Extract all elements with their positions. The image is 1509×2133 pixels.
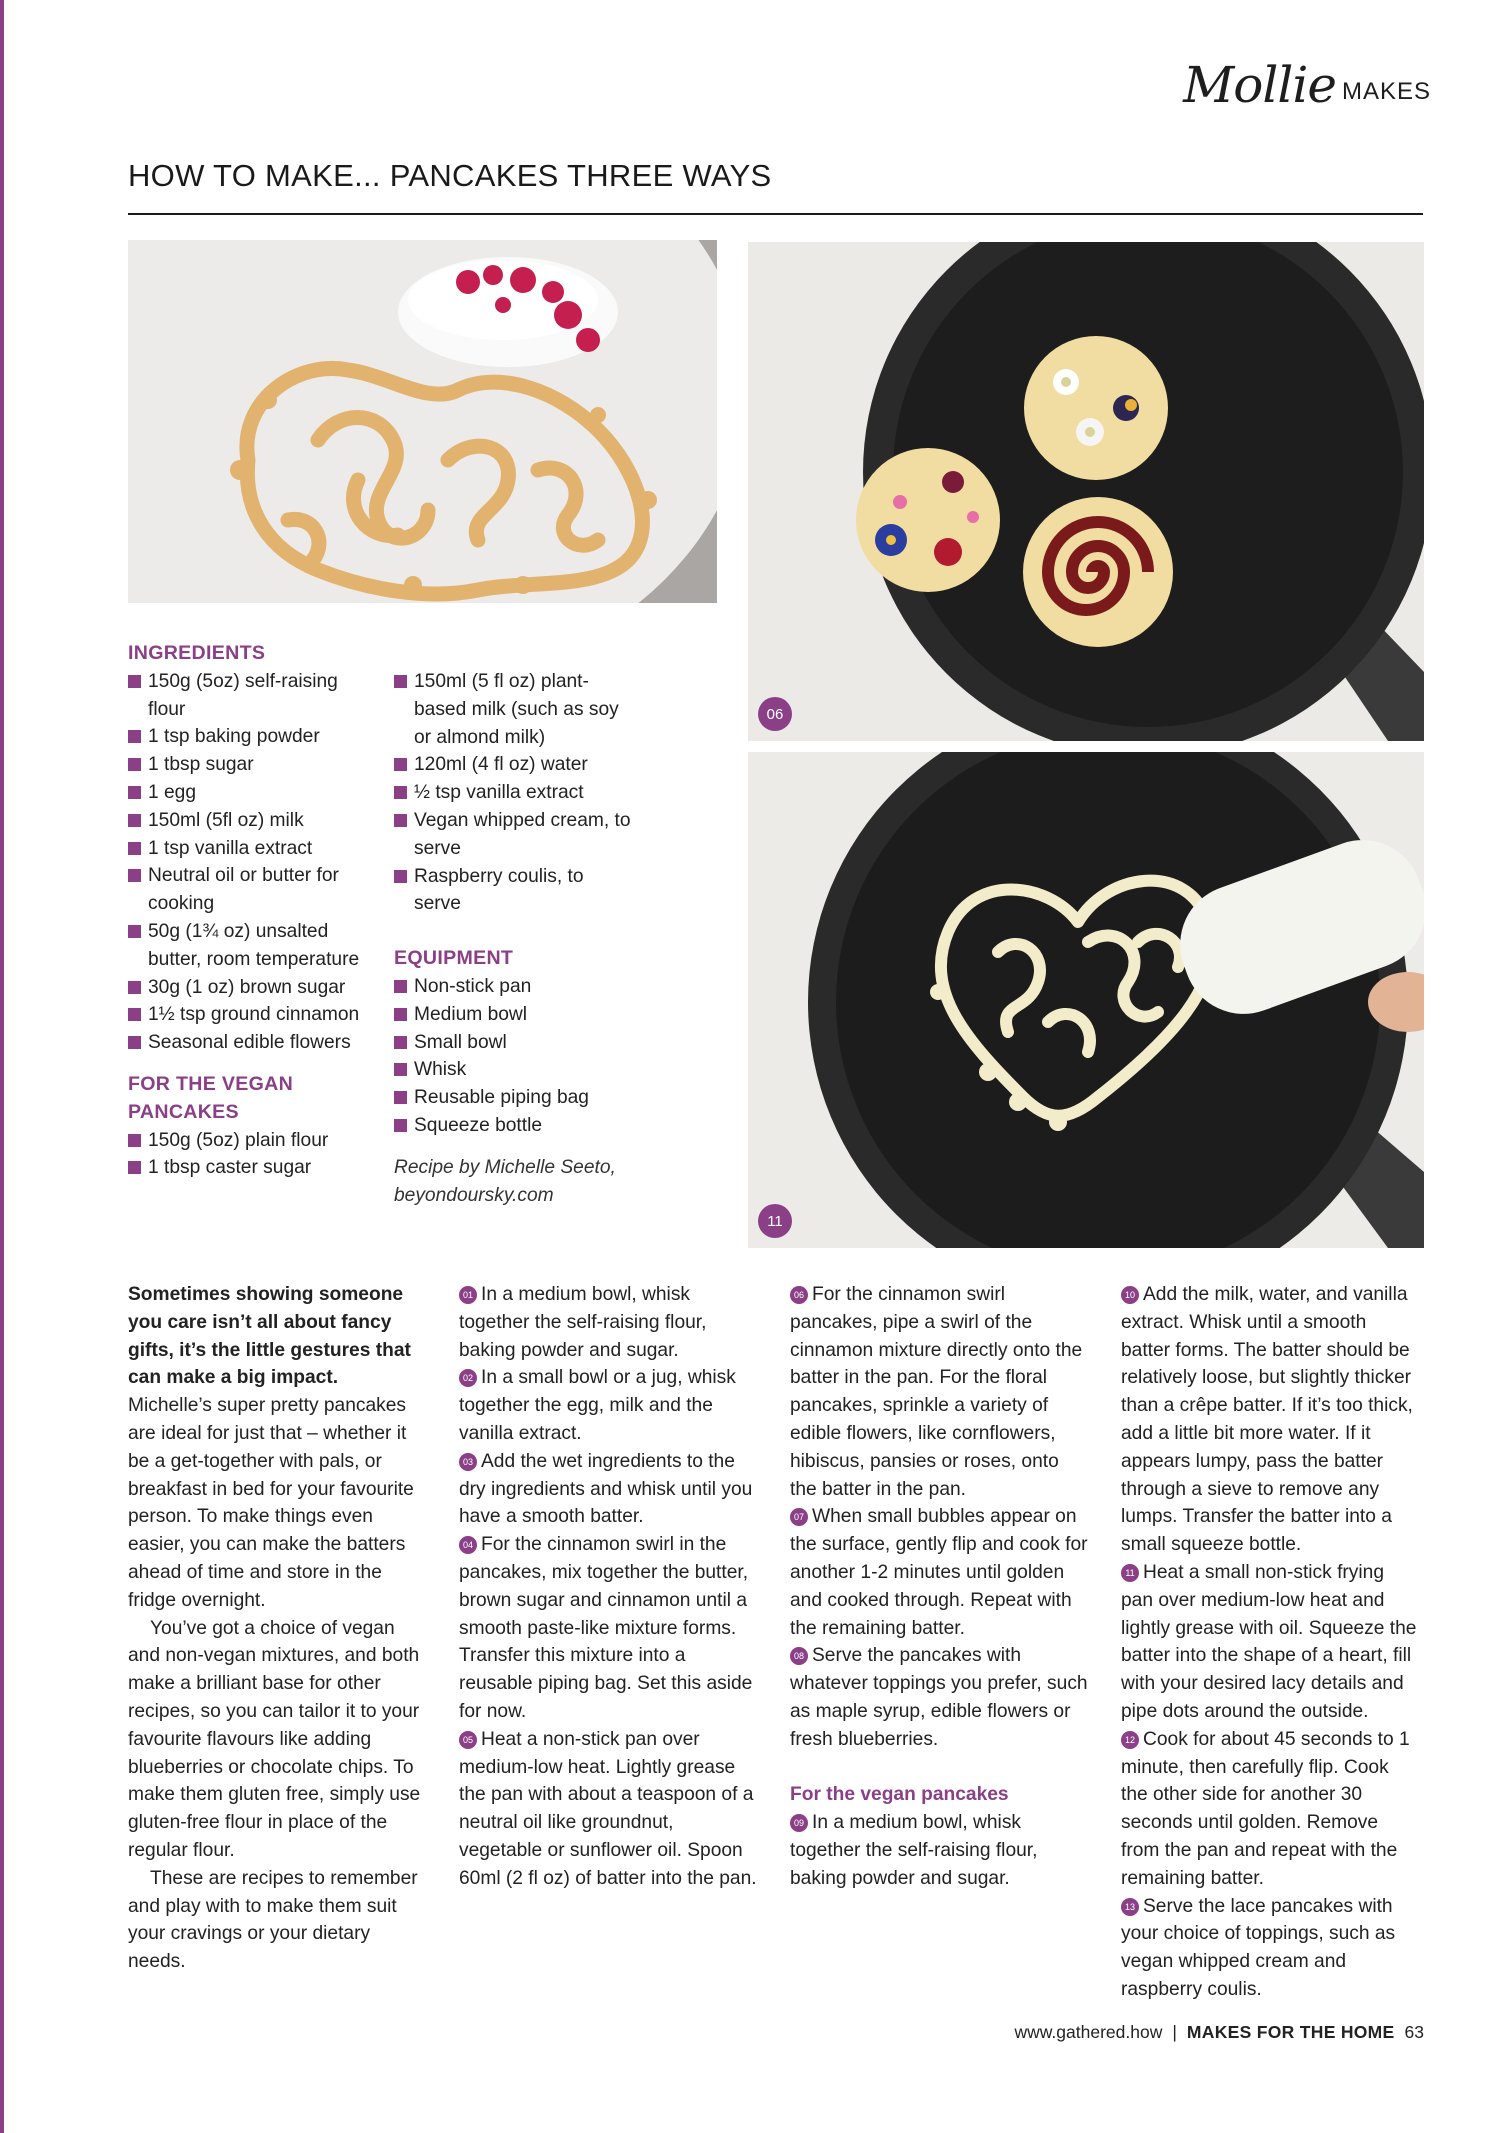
ingredients-column [128, 640, 373, 1182]
list-item: Seasonal edible flowers [128, 1029, 373, 1057]
intro-paragraph-3: These are recipes to remember and play with to make them suit your cravings or your dietary needs. [128, 1867, 418, 1973]
step-badge-06: 06 [758, 697, 792, 731]
step-text: In a medium bowl, whisk together the self-raising flour, baking powder and sugar. [790, 1812, 1038, 1889]
step-badge-11: 11 [758, 1204, 792, 1238]
step-12 [1121, 1726, 1419, 1893]
list-item: Vegan whipped cream, to serve [394, 807, 634, 863]
equipment-heading: EQUIPMENT [394, 947, 514, 970]
list-item: Squeeze bottle [394, 1112, 634, 1140]
steps-column-3 [790, 1281, 1088, 1893]
vegan-ingredients-list-part1 [128, 1127, 373, 1183]
list-item: 120ml (4 fl oz) water [394, 751, 634, 779]
steps-column-4 [1121, 1281, 1419, 2004]
credit-line-2: beyondoursky.com [394, 1184, 554, 1206]
step-number-badge: 03 [459, 1453, 477, 1471]
list-item: Reusable piping bag [394, 1084, 634, 1112]
step-number-badge: 07 [790, 1508, 808, 1526]
step-number-badge: 02 [459, 1369, 477, 1387]
step-text: Cook for about 45 seconds to 1 minute, then carefully flip. Cook the other side for another 30 seconds until golden. Remove from the pan and repeat with the remaining batter. [1121, 1728, 1410, 1889]
list-item: 1 tbsp caster sugar [128, 1154, 373, 1182]
vegan-heading: FOR THE VEGAN PANCAKES [128, 1072, 294, 1123]
photo-three-pancakes-pan [748, 242, 1424, 741]
ingredients-heading: INGREDIENTS [128, 642, 266, 664]
page-title: HOW TO MAKE... PANCAKES THREE WAYS [128, 158, 772, 193]
step-08 [790, 1642, 1088, 1753]
step-text: When small bubbles appear on the surface, gently flip and cook for another 1-2 minutes until golden and cooked through. Repeat with the remaining batter. [790, 1506, 1088, 1639]
list-item: Whisk [394, 1056, 634, 1084]
list-item: 1 egg [128, 779, 373, 807]
step-text: Serve the pancakes with whatever toppings you prefer, such as maple syrup, edible flowers or fresh blueberries. [790, 1645, 1088, 1750]
step-text: Heat a small non-stick frying pan over medium-low heat and lightly grease with oil. Squeeze the batter into the shape of a heart, fill with your desired lacy details and pipe dots around the outside. [1121, 1561, 1417, 1722]
step-05 [459, 1726, 757, 1893]
brand-suffix: MAKES [1341, 78, 1431, 105]
step-number-badge: 13 [1121, 1898, 1139, 1916]
list-item: 1 tbsp sugar [128, 751, 373, 779]
list-item: 1 tsp baking powder [128, 723, 373, 751]
step-number-badge: 08 [790, 1647, 808, 1665]
step-text: For the cinnamon swirl pancakes, pipe a swirl of the cinnamon mixture directly onto the batter in the pan. For the floral pancakes, sprinkle a variety of edible flowers, like cornflowers, hibiscus, pansies or roses, onto the batter in the pan. [790, 1284, 1083, 1500]
edge-accent-bar [0, 0, 4, 2133]
brand-script: Mollie [1183, 56, 1336, 114]
intro-paragraph-1 [128, 1281, 426, 1615]
footer-url[interactable]: www.gathered.how [1014, 2022, 1163, 2042]
step-07 [790, 1503, 1088, 1642]
step-number-badge: 10 [1121, 1286, 1139, 1304]
list-item: 150ml (5 fl oz) plant-based milk (such as soy or almond milk) [394, 668, 634, 751]
list-item: Non-stick pan [394, 973, 634, 1001]
steps-column-2 [459, 1281, 757, 1893]
intro-column [128, 1281, 426, 1976]
recipe-credit [394, 1154, 634, 1210]
list-item: 50g (1¾ oz) unsalted butter, room temperature [128, 918, 373, 974]
page-footer [1014, 2022, 1424, 2043]
intro-lead: Sometimes showing someone you care isn’t all about fancy gifts, it’s the little gestures that can make a big impact. [128, 1284, 411, 1389]
step-text: In a small bowl or a jug, whisk together the egg, milk and the vanilla extract. [459, 1367, 736, 1444]
step-04 [459, 1531, 757, 1726]
list-item: 150g (5oz) self-raising flour [128, 668, 373, 724]
list-item: 150g (5oz) plain flour [128, 1127, 373, 1155]
list-item: Small bowl [394, 1029, 634, 1057]
list-item: 150ml (5fl oz) milk [128, 807, 373, 835]
step-number-badge: 12 [1121, 1731, 1139, 1749]
step-text: For the cinnamon swirl in the pancakes, mix together the butter, brown sugar and cinnamon until a smooth paste-like mixture forms. Transfer this mixture into a reusable piping bag. Set this aside for now. [459, 1534, 753, 1722]
step-text: Add the wet ingredients to the dry ingredients and whisk until you have a smooth batter. [459, 1450, 753, 1528]
photo-heart-pancake-pan [748, 752, 1424, 1248]
step-text: Add the milk, water, and vanilla extract. Whisk until a smooth batter forms. The batter should be relatively loose, but slightly thicker than a crêpe batter. If it’s too thick, add a little bit more water. If it appears lumpy, pass the batter through a sieve to remove any lumps. Transfer the batter into a small squeeze bottle. [1121, 1284, 1413, 1556]
list-item: Neutral oil or butter for cooking [128, 862, 373, 918]
step-01 [459, 1281, 757, 1364]
step-number-badge: 09 [790, 1814, 808, 1832]
step-03 [459, 1448, 757, 1531]
ingredients-column-2 [394, 668, 634, 1209]
step-number-badge: 01 [459, 1286, 477, 1304]
step-13 [1121, 1893, 1419, 2004]
photo-lace-pancake-plate [128, 240, 717, 603]
intro-paragraph-2: You’ve got a choice of vegan and non-vegan mixtures, and both make a brilliant base for other recipes, so you can tailor it to your favourite flavours like adding blueberries or chocolate chips. To make them gluten free, simply use gluten-free flour in place of the regular flour. [128, 1617, 421, 1861]
list-item: 1½ tsp ground cinnamon [128, 1001, 373, 1029]
step-10 [1121, 1281, 1419, 1559]
vegan-ingredients-list-part2 [394, 668, 634, 918]
credit-line-1: Recipe by Michelle Seeto, [394, 1156, 616, 1178]
step-09 [790, 1809, 1088, 1892]
brand-logo [1183, 50, 1431, 114]
step-text: Heat a non-stick pan over medium-low heat. Lightly grease the pan with about a teaspoon of a neutral oil like groundnut, vegetable or sunflower oil. Spoon 60ml (2 fl oz) of batter into the pan. [459, 1728, 757, 1889]
step-text: In a medium bowl, whisk together the self-raising flour, baking powder and sugar. [459, 1284, 707, 1361]
equipment-list [394, 973, 634, 1140]
step-number-badge: 05 [459, 1731, 477, 1749]
page-number: 63 [1404, 2022, 1424, 2042]
step-number-badge: 04 [459, 1536, 477, 1554]
list-item: Raspberry coulis, to serve [394, 863, 634, 919]
intro-rest: Michelle’s super pretty pancakes are ideal for just that – whether it be a get-together with pals, or breakfast in bed for your favourite person. To make things even easier, you can make the batters ahead of time and store in the fridge overnight. [128, 1395, 414, 1611]
vegan-steps-heading: For the vegan pancakes [790, 1784, 1009, 1806]
footer-divider: | [1172, 2022, 1177, 2042]
step-02 [459, 1364, 757, 1447]
list-item: 30g (1 oz) brown sugar [128, 974, 373, 1002]
step-number-badge: 06 [790, 1286, 808, 1304]
step-06 [790, 1281, 1088, 1503]
step-11 [1121, 1559, 1419, 1726]
list-item: ½ tsp vanilla extract [394, 779, 634, 807]
step-number-badge: 11 [1121, 1564, 1139, 1582]
footer-section: MAKES FOR THE HOME [1186, 2022, 1395, 2042]
list-item: 1 tsp vanilla extract [128, 835, 373, 863]
title-rule [128, 213, 1423, 215]
list-item: Medium bowl [394, 1001, 634, 1029]
ingredients-list [128, 668, 373, 1057]
step-text: Serve the lace pancakes with your choice of toppings, such as vegan whipped cream and raspberry coulis. [1121, 1895, 1396, 2000]
